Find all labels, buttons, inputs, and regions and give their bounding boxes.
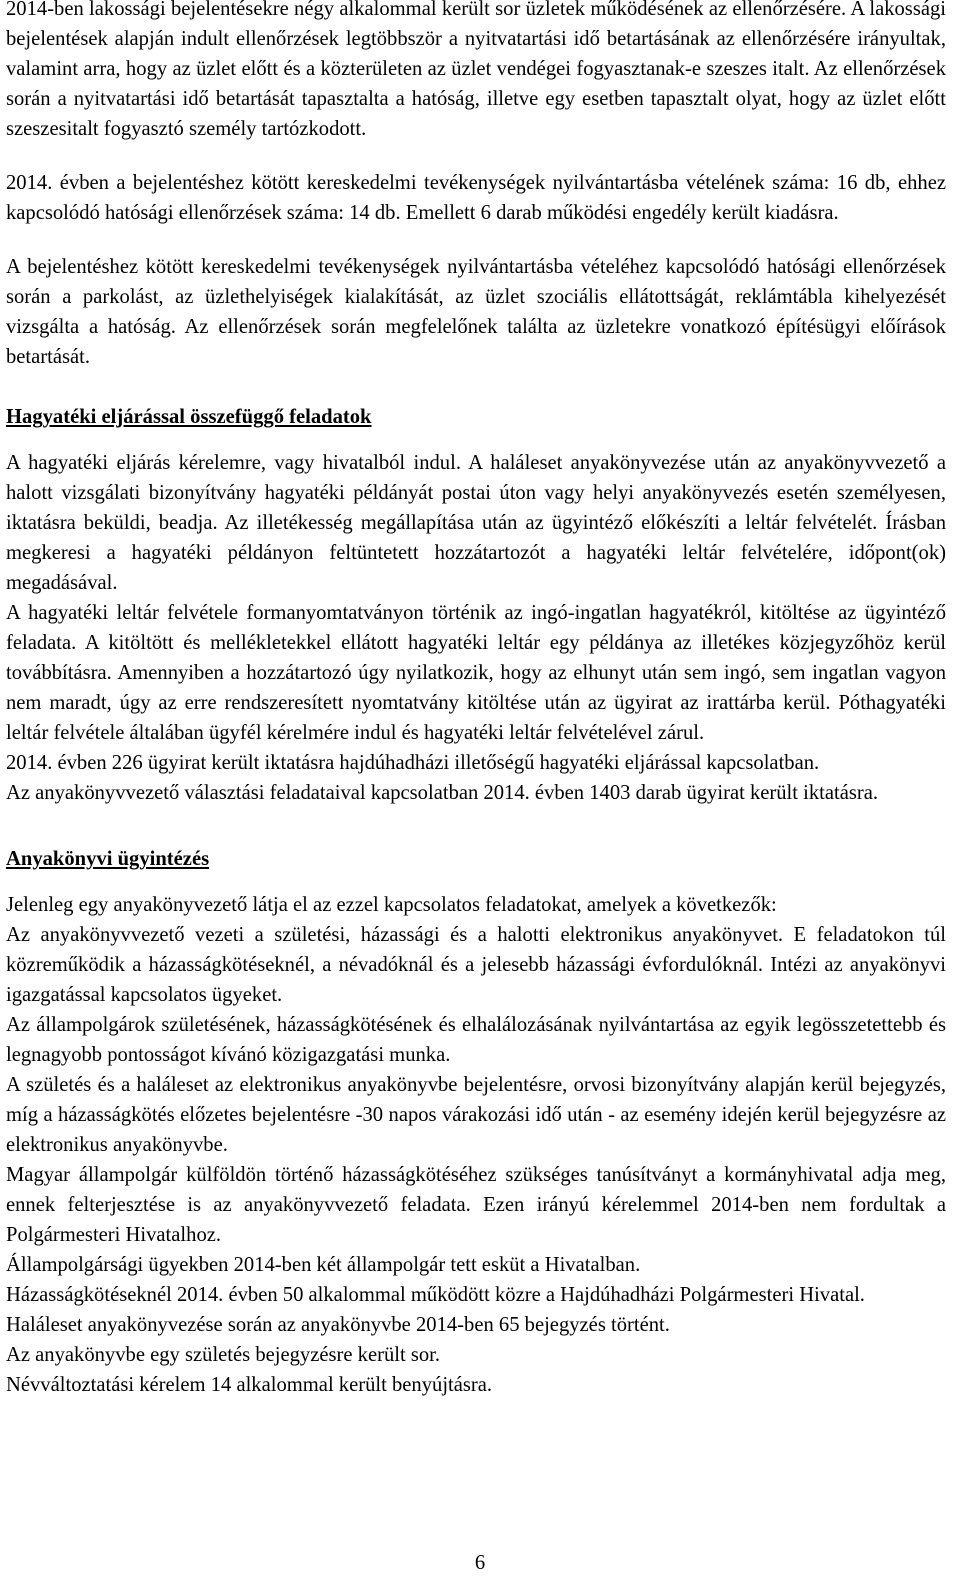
paragraph-anyakonyvi-5: Magyar állampolgár külföldön történő házasságkötéséhez szükséges tanúsítványt a kormányhivatal adja meg, ennek felterjesztése is az anyakönyvvezető feladata. Ezen irányú kérelemmel 2014-ben nem fordultak a Polgármesteri Hivatalhoz.	[6, 1164, 946, 1246]
paragraph-anyakonyvi-2: Az anyakönyvvezető vezeti a születési, házassági és a halotti elektronikus anyakönyvet. E feladatokon túl közreműködik a házasságkötéseknél, a névadóknál és a jelesebb házassági évfordulóknál. Intézi az anyakönyvi igazgatással kapcsolatos ügyeket.	[6, 924, 946, 1006]
paragraph-anyakonyvi-9: Az anyakönyvbe egy születés bejegyzésre került sor.	[6, 1344, 441, 1366]
paragraph-lakossagi-bejelentesek: 2014-ben lakossági bejelentésekre négy alkalommal került sor üzletek működésének az ellenőrzésére. A lakossági bejelentések alapján indult ellenőrzések legtöbbször a nyitvatartási idő betartásának az ellenőrzésére irányultak, valamint arra, hogy az üzlet előtt és a közterületen az üzlet vendégei fogyasztanak-e szeszes italt. Az ellenőrzések során a nyitvatartási idő betartását tapasztalta a hatóság, illetve egy esetben tapasztalt olyat, hogy az üzlet előtt szeszesitalt fogyasztó személy tartózkodott.	[6, 0, 946, 140]
paragraph-hagyateki-1: A hagyatéki eljárás kérelemre, vagy hivatalból indul. A haláleset anyakönyvezése után az anyakönyvvezető a halott vizsgálati bizonyítvány hagyatéki példányát postai úton vagy helyi anyakönyvezés esetén személyesen, iktatásra beküldi, beadja. Az illetékesség megállapítása után az ügyintéző előkészíti a leltár felvételét. Írásban megkeresi a hagyatéki példányon feltüntetett hozzátartozót a hagyatéki leltár felvételére, időpont(ok) megadásával.	[6, 452, 946, 594]
paragraph-hagyateki-2: A hagyatéki leltár felvétele formanyomtatványon történik az ingó-ingatlan hagyatékról, kitöltése az ügyintéző feladata. A kitöltött és mellékletekkel ellátott hagyatéki leltár egy példánya az illetékes közjegyzőhöz kerül továbbításra. Amennyiben a hozzátartozó úgy nyilatkozik, hogy az elhunyt után sem ingó, sem ingatlan vagyon nem maradt, úgy az erre rendszeresített nyomtatvány kitöltése után az ügyirat az irattárba kerül. Póthagyatéki leltár felvétele általában ügyfél kérelmére indul és hagyatéki leltár felvételével zárul.	[6, 602, 946, 744]
page-number: 6	[474, 1552, 486, 1574]
paragraph-nyilvantartasba-vetel: 2014. évben a bejelentéshez kötött kereskedelmi tevékenységek nyilvántartásba vételének száma: 16 db, ehhez kapcsolódó hatósági ellenőrzések száma: 14 db. Emellett 6 darab működési engedély került kiadásra.	[6, 172, 946, 224]
paragraph-anyakonyvi-10: Névváltoztatási kérelem 14 alkalommal került benyújtásra.	[6, 1374, 493, 1396]
paragraph-hatosagi-ellenorzesek: A bejelentéshez kötött kereskedelmi tevékenységek nyilvántartásba vételéhez kapcsolódó hatósági ellenőrzések során a parkolást, az üzlethelyiségek kialakítását, az üzlet szociális ellátottságát, reklámtábla kihelyezését vizsgálta a hatóság. Az ellenőrzések során megfelelőnek találta az üzletekre vonatkozó építésügyi előírások betartását.	[6, 256, 946, 368]
paragraph-anyakonyvi-3: Az állampolgárok születésének, házasságkötésének és elhalálozásának nyilvántartása az egyik legösszetettebb és legnagyobb pontosságot kívánó közigazgatási munka.	[6, 1014, 946, 1066]
paragraph-anyakonyvi-4: A születés és a haláleset az elektronikus anyakönyvbe bejelentésre, orvosi bizonyítvány alapján kerül bejegyzés, míg a házasságkötés előzetes bejelentésre -30 napos várakozási idő után - az esemény idején kerül bejegyzésre az elektronikus anyakönyvbe.	[6, 1074, 946, 1156]
heading-hagyateki-eljaras: Hagyatéki eljárással összefüggő feladatok	[6, 406, 372, 428]
paragraph-hagyateki-3: 2014. évben 226 ügyirat került iktatásra hajdúhadházi illetőségű hagyatéki eljárással kapcsolatban.	[6, 752, 820, 774]
paragraph-anyakonyvi-8: Haláleset anyakönyvezése során az anyakönyvbe 2014-ben 65 bejegyzés történt.	[6, 1314, 670, 1336]
paragraph-hagyateki-4: Az anyakönyvvezető választási feladataival kapcsolatban 2014. évben 1403 darab ügyirat került iktatásra.	[6, 782, 879, 804]
heading-anyakonyvi-ugyintezes: Anyakönyvi ügyintézés	[6, 848, 210, 870]
paragraph-anyakonyvi-6: Állampolgársági ügyekben 2014-ben két állampolgár tett esküt a Hivatalban.	[6, 1254, 641, 1276]
paragraph-anyakonyvi-1: Jelenleg egy anyakönyvezető látja el az ezzel kapcsolatos feladatokat, amelyek a következők:	[6, 894, 777, 916]
document-page	[6, 0, 946, 1400]
paragraph-anyakonyvi-7: Házasságkötéseknél 2014. évben 50 alkalommal működött közre a Hajdúhadházi Polgármesteri Hivatal.	[6, 1284, 865, 1306]
